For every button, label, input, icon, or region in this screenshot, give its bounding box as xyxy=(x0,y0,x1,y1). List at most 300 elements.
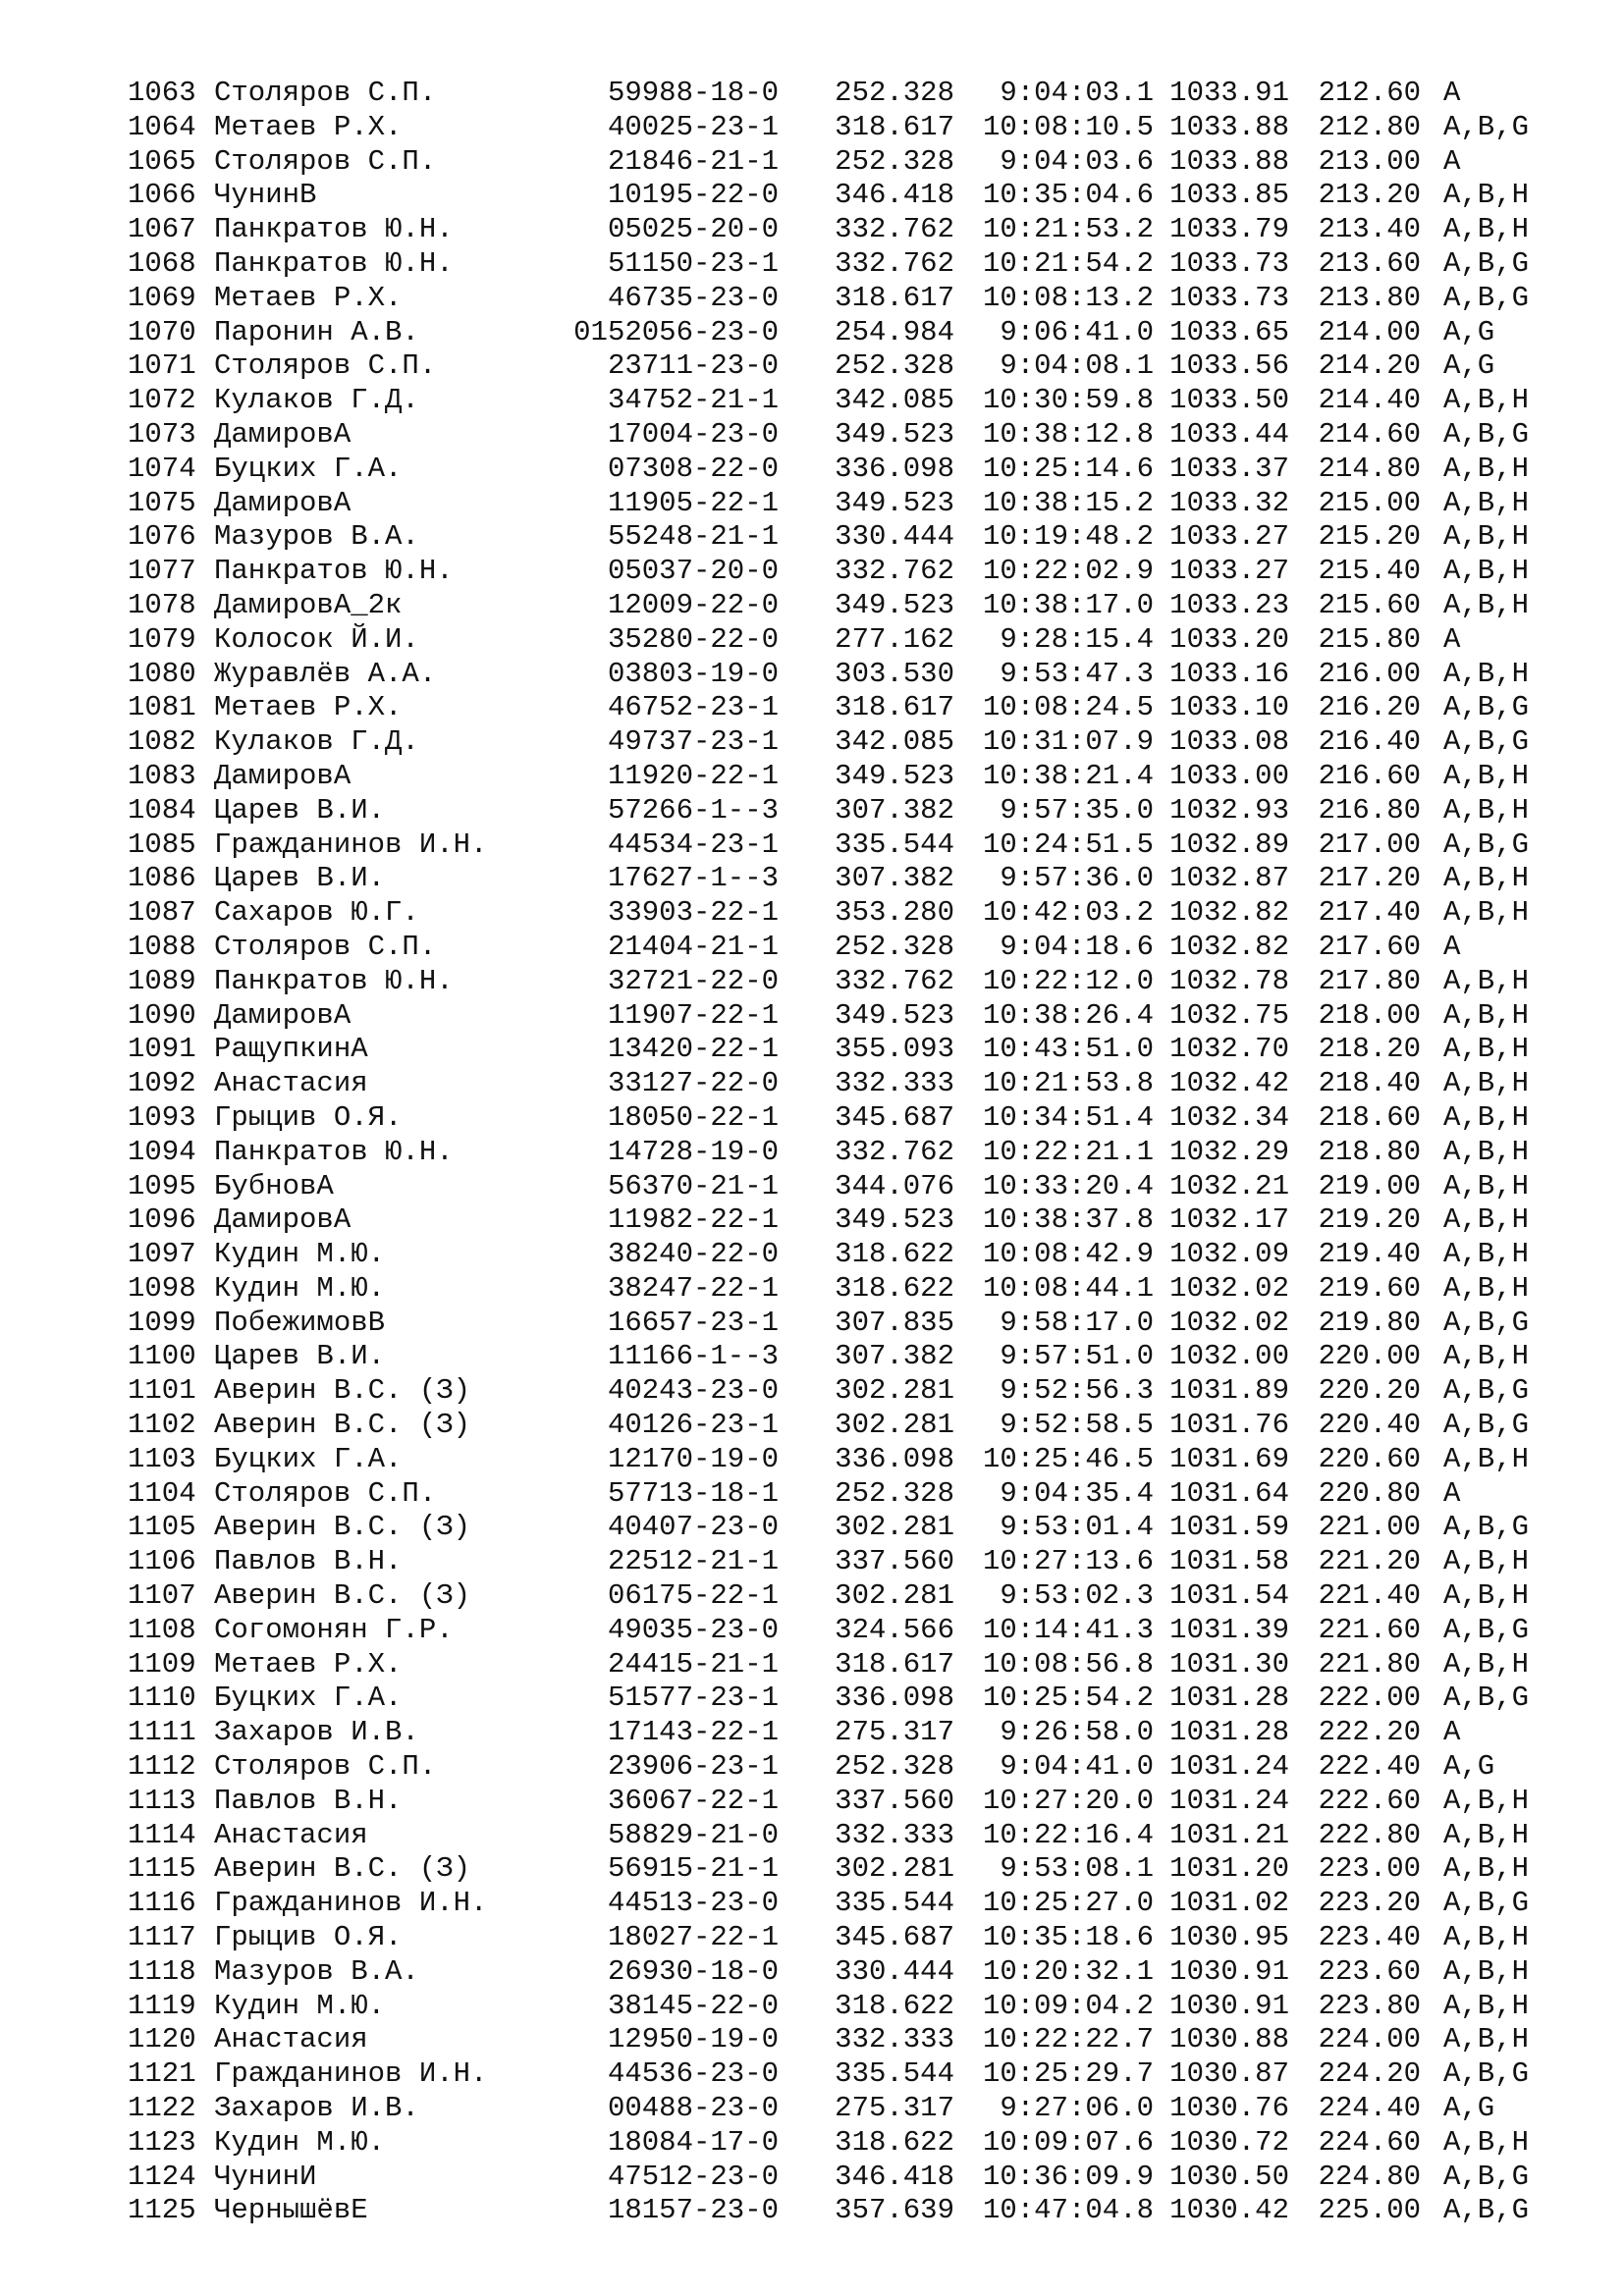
score-value: 1031.89 xyxy=(1169,1374,1289,1408)
table-row xyxy=(128,316,1600,350)
rank-value: 217.00 xyxy=(1318,828,1421,861)
distance-value: 307.382 xyxy=(835,793,954,827)
rank-value: 223.00 xyxy=(1318,1852,1421,1886)
rank-value: 218.40 xyxy=(1318,1067,1421,1100)
time-value: 10:09:07.6 xyxy=(982,2125,1154,2159)
participant-name: Кудин М.Ю. xyxy=(214,1989,386,2022)
record-code: 11982-22-1 xyxy=(607,1203,779,1237)
table-row xyxy=(128,1921,1600,1955)
table-row xyxy=(128,2057,1600,2092)
distance-value: 252.328 xyxy=(835,1750,954,1784)
table-row xyxy=(128,1272,1600,1307)
table-row xyxy=(128,2092,1600,2126)
score-value: 1033.79 xyxy=(1169,213,1289,246)
distance-value: 342.085 xyxy=(835,725,954,759)
score-value: 1031.21 xyxy=(1169,1818,1289,1851)
row-number: 1072 xyxy=(128,384,196,417)
score-value: 1031.30 xyxy=(1169,1647,1289,1681)
flags-value: A,B,H xyxy=(1443,964,1530,997)
time-value: 10:35:18.6 xyxy=(982,1921,1154,1954)
participant-name: Журавлёв А.А. xyxy=(214,657,437,690)
table-row xyxy=(128,247,1600,282)
time-value: 10:22:02.9 xyxy=(982,555,1154,588)
participant-name: ЧунинВ xyxy=(214,179,317,212)
participant-name: Столяров С.П. xyxy=(214,77,437,109)
record-code: 35280-22-0 xyxy=(607,622,779,656)
time-value: 10:25:46.5 xyxy=(982,1442,1154,1475)
table-row xyxy=(128,623,1600,658)
rank-value: 218.80 xyxy=(1318,1135,1421,1168)
flags-value: A,B,H xyxy=(1443,2023,1530,2056)
table-row xyxy=(128,1136,1600,1170)
rank-value: 220.80 xyxy=(1318,1476,1421,1510)
participant-name: Мазуров В.А. xyxy=(214,520,419,554)
distance-value: 275.317 xyxy=(835,1716,954,1749)
distance-value: 346.418 xyxy=(835,2160,954,2193)
time-value: 10:09:04.2 xyxy=(982,1989,1154,2022)
rank-value: 217.60 xyxy=(1318,930,1421,963)
time-value: 10:33:20.4 xyxy=(982,1169,1154,1202)
record-code: 21846-21-1 xyxy=(607,144,779,178)
distance-value: 302.281 xyxy=(835,1374,954,1408)
rank-value: 224.20 xyxy=(1318,2057,1421,2091)
participant-name: Захаров И.В. xyxy=(214,2092,419,2125)
table-row xyxy=(128,487,1600,521)
flags-value: A,B,H xyxy=(1443,1989,1530,2022)
flags-value: A,B,H xyxy=(1443,1647,1530,1681)
participant-name: Панкратов Ю.Н. xyxy=(214,246,454,280)
row-number: 1112 xyxy=(128,1750,196,1784)
score-value: 1033.32 xyxy=(1169,486,1289,519)
score-value: 1033.73 xyxy=(1169,281,1289,314)
time-value: 9:04:18.6 xyxy=(1000,930,1154,963)
table-row xyxy=(128,1033,1600,1067)
score-value: 1031.64 xyxy=(1169,1476,1289,1510)
record-code: 17004-23-0 xyxy=(607,417,779,451)
rank-value: 216.80 xyxy=(1318,793,1421,827)
flags-value: A,G xyxy=(1443,315,1495,348)
distance-value: 349.523 xyxy=(835,1203,954,1237)
score-value: 1033.16 xyxy=(1169,657,1289,690)
participant-name: ЧунинИ xyxy=(214,2160,317,2193)
distance-value: 252.328 xyxy=(835,1476,954,1510)
time-value: 9:28:15.4 xyxy=(1000,622,1154,656)
distance-value: 332.762 xyxy=(835,964,954,997)
flags-value: A,B,H xyxy=(1443,1818,1530,1851)
flags-value: A,B,G xyxy=(1443,1511,1530,1544)
participant-name: Буцких Г.А. xyxy=(214,1442,403,1475)
participant-name: Столяров С.П. xyxy=(214,349,437,383)
score-value: 1031.28 xyxy=(1169,1682,1289,1715)
distance-value: 349.523 xyxy=(835,998,954,1032)
rank-value: 224.00 xyxy=(1318,2023,1421,2056)
score-value: 1033.73 xyxy=(1169,246,1289,280)
flags-value: A,B,G xyxy=(1443,110,1530,143)
row-number: 1063 xyxy=(128,77,196,109)
rank-value: 218.20 xyxy=(1318,1033,1421,1066)
table-row xyxy=(128,213,1600,247)
score-value: 1031.39 xyxy=(1169,1613,1289,1646)
record-code: 03803-19-0 xyxy=(607,657,779,690)
record-code: 38145-22-0 xyxy=(607,1989,779,2022)
distance-value: 342.085 xyxy=(835,384,954,417)
time-value: 9:53:02.3 xyxy=(1000,1579,1154,1613)
row-number: 1102 xyxy=(128,1409,196,1442)
record-code: 34752-21-1 xyxy=(607,384,779,417)
row-number: 1085 xyxy=(128,828,196,861)
distance-value: 336.098 xyxy=(835,1682,954,1715)
distance-value: 345.687 xyxy=(835,1921,954,1954)
distance-value: 345.687 xyxy=(835,1100,954,1134)
record-code: 57713-18-1 xyxy=(607,1476,779,1510)
flags-value: A xyxy=(1443,144,1461,178)
distance-value: 330.444 xyxy=(835,1954,954,1988)
participant-name: Кулаков Г.Д. xyxy=(214,725,419,759)
row-number: 1122 xyxy=(128,2092,196,2125)
participant-name: ДамировА_2к xyxy=(214,588,403,621)
time-value: 10:25:14.6 xyxy=(982,452,1154,485)
record-code: 12170-19-0 xyxy=(607,1442,779,1475)
rank-value: 222.80 xyxy=(1318,1818,1421,1851)
score-value: 1031.28 xyxy=(1169,1716,1289,1749)
flags-value: A,B,G xyxy=(1443,1887,1530,1920)
table-row xyxy=(128,1785,1600,1819)
flags-value: A,B,H xyxy=(1443,1340,1530,1373)
table-row xyxy=(128,691,1600,725)
rank-value: 223.80 xyxy=(1318,1989,1421,2022)
score-value: 1031.54 xyxy=(1169,1579,1289,1613)
score-value: 1032.34 xyxy=(1169,1100,1289,1134)
rank-value: 212.80 xyxy=(1318,110,1421,143)
row-number: 1088 xyxy=(128,930,196,963)
row-number: 1066 xyxy=(128,179,196,212)
table-row xyxy=(128,282,1600,316)
row-number: 1124 xyxy=(128,2160,196,2193)
record-code: 49737-23-1 xyxy=(607,725,779,759)
rank-value: 214.20 xyxy=(1318,349,1421,383)
row-number: 1123 xyxy=(128,2125,196,2159)
record-code: 10195-22-0 xyxy=(607,179,779,212)
record-code: 12009-22-0 xyxy=(607,588,779,621)
participant-name: Паронин А.В. xyxy=(214,315,419,348)
distance-value: 349.523 xyxy=(835,759,954,792)
participant-name: Столяров С.П. xyxy=(214,930,437,963)
row-number: 1082 xyxy=(128,725,196,759)
distance-value: 335.544 xyxy=(835,2057,954,2091)
row-number: 1105 xyxy=(128,1511,196,1544)
table-row xyxy=(128,1990,1600,2024)
participant-name: ДамировА xyxy=(214,759,352,792)
row-number: 1068 xyxy=(128,246,196,280)
distance-value: 318.617 xyxy=(835,110,954,143)
participant-name: ПобежимовВ xyxy=(214,1306,386,1339)
time-value: 10:08:10.5 xyxy=(982,110,1154,143)
table-row xyxy=(128,1955,1600,1990)
score-value: 1031.58 xyxy=(1169,1545,1289,1578)
time-value: 10:38:21.4 xyxy=(982,759,1154,792)
distance-value: 252.328 xyxy=(835,144,954,178)
participant-name: Сахаров Ю.Г. xyxy=(214,896,419,930)
distance-value: 344.076 xyxy=(835,1169,954,1202)
flags-value: A,B,H xyxy=(1443,179,1530,212)
table-row xyxy=(128,1887,1600,1921)
score-value: 1033.44 xyxy=(1169,417,1289,451)
time-value: 9:53:08.1 xyxy=(1000,1852,1154,1886)
record-code: 57266-1--3 xyxy=(607,793,779,827)
time-value: 10:38:12.8 xyxy=(982,417,1154,451)
row-number: 1070 xyxy=(128,315,196,348)
row-number: 1081 xyxy=(128,691,196,724)
participant-name: Грыцив О.Я. xyxy=(214,1921,403,1954)
flags-value: A,B,G xyxy=(1443,281,1530,314)
time-value: 9:04:08.1 xyxy=(1000,349,1154,383)
row-number: 1089 xyxy=(128,964,196,997)
table-row xyxy=(128,1238,1600,1272)
flags-value: A,B,H xyxy=(1443,384,1530,417)
distance-value: 318.622 xyxy=(835,1238,954,1271)
distance-value: 303.530 xyxy=(835,657,954,690)
participant-name: Анастасия xyxy=(214,1818,368,1851)
time-value: 10:21:54.2 xyxy=(982,246,1154,280)
rank-value: 218.60 xyxy=(1318,1100,1421,1134)
rank-value: 224.40 xyxy=(1318,2092,1421,2125)
flags-value: A,B,G xyxy=(1443,1374,1530,1408)
rank-value: 212.60 xyxy=(1318,77,1421,109)
rank-value: 223.60 xyxy=(1318,1954,1421,1988)
rank-value: 219.40 xyxy=(1318,1238,1421,1271)
row-number: 1096 xyxy=(128,1203,196,1237)
time-value: 10:21:53.8 xyxy=(982,1067,1154,1100)
time-value: 10:08:13.2 xyxy=(982,281,1154,314)
time-value: 9:58:17.0 xyxy=(1000,1306,1154,1339)
record-code: 23906-23-1 xyxy=(607,1750,779,1784)
rank-value: 213.40 xyxy=(1318,213,1421,246)
rank-value: 215.60 xyxy=(1318,588,1421,621)
record-code: 06175-22-1 xyxy=(607,1579,779,1613)
flags-value: A,B,H xyxy=(1443,1852,1530,1886)
row-number: 1111 xyxy=(128,1716,196,1749)
participant-name: Панкратов Ю.Н. xyxy=(214,964,454,997)
distance-value: 337.560 xyxy=(835,1545,954,1578)
score-value: 1033.37 xyxy=(1169,452,1289,485)
record-code: 47512-23-0 xyxy=(607,2160,779,2193)
participant-name: Павлов В.Н. xyxy=(214,1784,403,1817)
row-number: 1106 xyxy=(128,1545,196,1578)
record-code: 23711-23-0 xyxy=(607,349,779,383)
record-code: 40407-23-0 xyxy=(607,1511,779,1544)
score-value: 1033.91 xyxy=(1169,77,1289,109)
row-number: 1100 xyxy=(128,1340,196,1373)
record-code: 18050-22-1 xyxy=(607,1100,779,1134)
score-value: 1033.27 xyxy=(1169,555,1289,588)
flags-value: A,B,G xyxy=(1443,246,1530,280)
participant-name: Колосок Й.И. xyxy=(214,622,419,656)
rank-value: 215.20 xyxy=(1318,520,1421,554)
row-number: 1077 xyxy=(128,555,196,588)
rank-value: 214.60 xyxy=(1318,417,1421,451)
distance-value: 318.622 xyxy=(835,1989,954,2022)
distance-value: 332.333 xyxy=(835,1067,954,1100)
rank-value: 219.00 xyxy=(1318,1169,1421,1202)
time-value: 10:47:04.8 xyxy=(982,2194,1154,2227)
table-row xyxy=(128,2126,1600,2161)
score-value: 1032.89 xyxy=(1169,828,1289,861)
record-code: 05025-20-0 xyxy=(607,213,779,246)
flags-value: A,B,H xyxy=(1443,1784,1530,1817)
table-row xyxy=(128,77,1600,111)
participant-name: Кудин М.Ю. xyxy=(214,1238,386,1271)
participant-name: Аверин В.С. (З) xyxy=(214,1374,471,1408)
participant-name: ДамировА xyxy=(214,1203,352,1237)
record-code: 07308-22-0 xyxy=(607,452,779,485)
flags-value: A xyxy=(1443,1716,1461,1749)
time-value: 10:08:44.1 xyxy=(982,1271,1154,1305)
time-value: 10:20:32.1 xyxy=(982,1954,1154,1988)
flags-value: A,B,H xyxy=(1443,213,1530,246)
participant-name: Столяров С.П. xyxy=(214,144,437,178)
rank-value: 222.20 xyxy=(1318,1716,1421,1749)
flags-value: A,B,H xyxy=(1443,657,1530,690)
rank-value: 221.20 xyxy=(1318,1545,1421,1578)
rank-value: 215.00 xyxy=(1318,486,1421,519)
table-row xyxy=(128,1545,1600,1579)
distance-value: 332.333 xyxy=(835,2023,954,2056)
flags-value: A,B,G xyxy=(1443,2160,1530,2193)
record-code: 24415-21-1 xyxy=(607,1647,779,1681)
score-value: 1030.50 xyxy=(1169,2160,1289,2193)
distance-value: 332.762 xyxy=(835,555,954,588)
rank-value: 219.20 xyxy=(1318,1203,1421,1237)
participant-name: Буцких Г.А. xyxy=(214,452,403,485)
score-value: 1032.02 xyxy=(1169,1271,1289,1305)
record-code: 14728-19-0 xyxy=(607,1135,779,1168)
table-row xyxy=(128,658,1600,692)
flags-value: A,B,G xyxy=(1443,828,1530,861)
flags-value: A,B,G xyxy=(1443,1306,1530,1339)
flags-value: A,B,H xyxy=(1443,1954,1530,1988)
flags-value: A,B,H xyxy=(1443,1203,1530,1237)
table-row xyxy=(128,1443,1600,1477)
rank-value: 221.40 xyxy=(1318,1579,1421,1613)
score-value: 1033.56 xyxy=(1169,349,1289,383)
record-code: 56370-21-1 xyxy=(607,1169,779,1202)
table-row xyxy=(128,1511,1600,1545)
table-row xyxy=(128,453,1600,487)
record-code: 33903-22-1 xyxy=(607,896,779,930)
time-value: 9:57:35.0 xyxy=(1000,793,1154,827)
score-value: 1033.23 xyxy=(1169,588,1289,621)
row-number: 1104 xyxy=(128,1476,196,1510)
participant-name: Мазуров В.А. xyxy=(214,1954,419,1988)
row-number: 1098 xyxy=(128,1271,196,1305)
participant-name: ДамировА xyxy=(214,417,352,451)
participant-name: РащупкинА xyxy=(214,1033,368,1066)
distance-value: 332.762 xyxy=(835,1135,954,1168)
time-value: 10:36:09.9 xyxy=(982,2160,1154,2193)
record-code: 46735-23-0 xyxy=(607,281,779,314)
score-value: 1032.17 xyxy=(1169,1203,1289,1237)
results-list xyxy=(128,77,1600,2228)
row-number: 1067 xyxy=(128,213,196,246)
record-code: 11920-22-1 xyxy=(607,759,779,792)
flags-value: A,G xyxy=(1443,2092,1495,2125)
participant-name: Царев В.И. xyxy=(214,862,386,895)
participant-name: Панкратов Ю.Н. xyxy=(214,213,454,246)
rank-value: 216.60 xyxy=(1318,759,1421,792)
time-value: 10:38:15.2 xyxy=(982,486,1154,519)
table-row xyxy=(128,1307,1600,1341)
record-code: 13420-22-1 xyxy=(607,1033,779,1066)
participant-name: Буцких Г.А. xyxy=(214,1682,403,1715)
record-code: 18027-22-1 xyxy=(607,1921,779,1954)
flags-value: A,B,H xyxy=(1443,1135,1530,1168)
record-code: 11907-22-1 xyxy=(607,998,779,1032)
row-number: 1084 xyxy=(128,793,196,827)
row-number: 1099 xyxy=(128,1306,196,1339)
rank-value: 224.80 xyxy=(1318,2160,1421,2193)
score-value: 1032.75 xyxy=(1169,998,1289,1032)
time-value: 9:53:47.3 xyxy=(1000,657,1154,690)
record-code: 0152056-23-0 xyxy=(573,315,779,348)
row-number: 1094 xyxy=(128,1135,196,1168)
table-row xyxy=(128,418,1600,453)
participant-name: Царев В.И. xyxy=(214,793,386,827)
time-value: 10:19:48.2 xyxy=(982,520,1154,554)
table-row xyxy=(128,1750,1600,1785)
participant-name: Метаев Р.Х. xyxy=(214,110,403,143)
distance-value: 335.544 xyxy=(835,1887,954,1920)
rank-value: 214.80 xyxy=(1318,452,1421,485)
score-value: 1032.42 xyxy=(1169,1067,1289,1100)
record-code: 55248-21-1 xyxy=(607,520,779,554)
record-code: 17627-1--3 xyxy=(607,862,779,895)
table-row xyxy=(128,555,1600,589)
record-code: 44536-23-0 xyxy=(607,2057,779,2091)
time-value: 10:08:42.9 xyxy=(982,1238,1154,1271)
table-row xyxy=(128,520,1600,555)
time-value: 10:38:37.8 xyxy=(982,1203,1154,1237)
participant-name: Кудин М.Ю. xyxy=(214,1271,386,1305)
participant-name: ДамировА xyxy=(214,486,352,519)
rank-value: 213.80 xyxy=(1318,281,1421,314)
table-row xyxy=(128,1614,1600,1648)
time-value: 10:14:41.3 xyxy=(982,1613,1154,1646)
flags-value: A,B,G xyxy=(1443,1613,1530,1646)
rank-value: 213.00 xyxy=(1318,144,1421,178)
row-number: 1073 xyxy=(128,417,196,451)
score-value: 1031.69 xyxy=(1169,1442,1289,1475)
rank-value: 219.60 xyxy=(1318,1271,1421,1305)
row-number: 1113 xyxy=(128,1784,196,1817)
score-value: 1030.95 xyxy=(1169,1921,1289,1954)
rank-value: 218.00 xyxy=(1318,998,1421,1032)
table-row xyxy=(128,1579,1600,1614)
score-value: 1030.76 xyxy=(1169,2092,1289,2125)
table-row xyxy=(128,111,1600,145)
table-row xyxy=(128,1374,1600,1409)
row-number: 1075 xyxy=(128,486,196,519)
distance-value: 307.835 xyxy=(835,1306,954,1339)
flags-value: A,B,H xyxy=(1443,1033,1530,1066)
distance-value: 346.418 xyxy=(835,179,954,212)
record-code: 16657-23-1 xyxy=(607,1306,779,1339)
distance-value: 252.328 xyxy=(835,77,954,109)
row-number: 1118 xyxy=(128,1954,196,1988)
rank-value: 222.40 xyxy=(1318,1750,1421,1784)
record-code: 51577-23-1 xyxy=(607,1682,779,1715)
flags-value: A,B,G xyxy=(1443,1409,1530,1442)
row-number: 1108 xyxy=(128,1613,196,1646)
